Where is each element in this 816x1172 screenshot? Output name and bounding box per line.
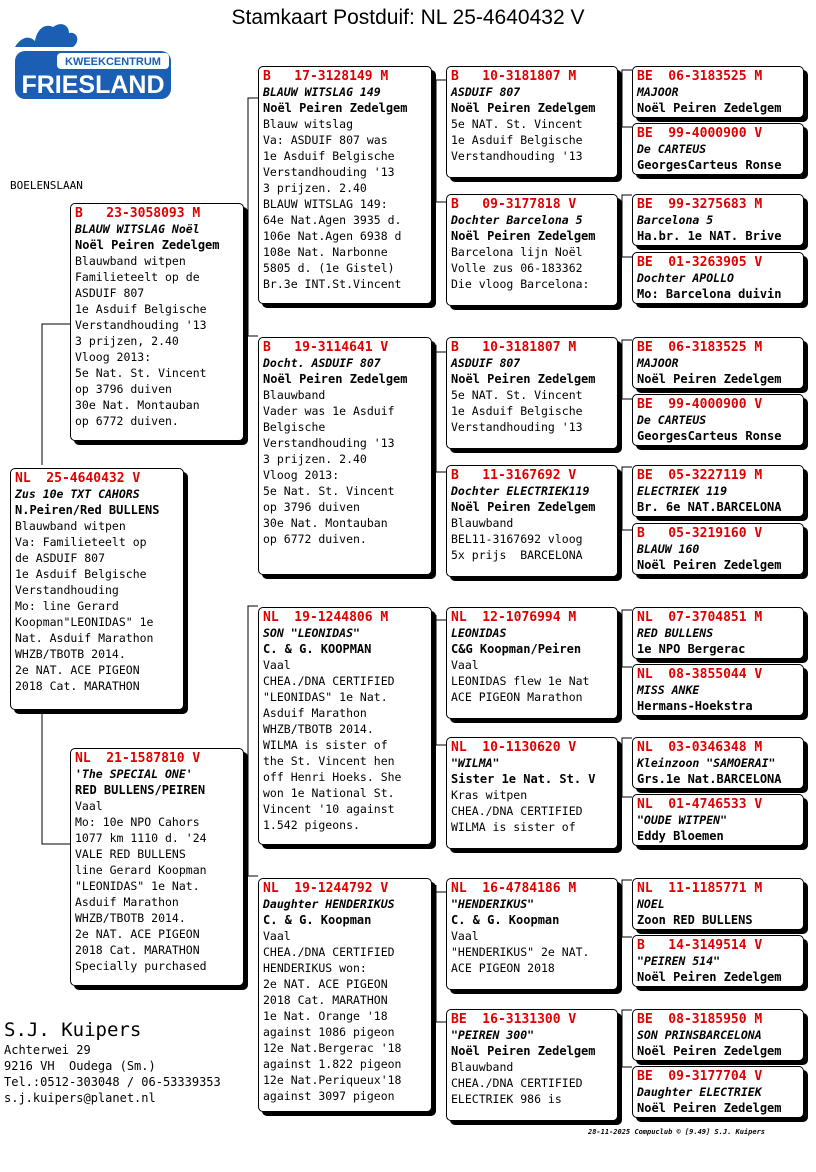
owner-name: C. & G. Koopman	[451, 913, 560, 927]
ring-number: B 23-3058093 M	[75, 206, 201, 221]
owner-phone: Tel.:0512-303048 / 06-53339353	[4, 1075, 221, 1089]
ring-number: NL 19-1244792 V	[263, 881, 389, 896]
owner-name: C&G Koopman/Peiren	[451, 642, 582, 656]
pigeon-name: RED BULLENS	[637, 626, 714, 640]
pedigree-card-father[interactable]	[70, 203, 244, 441]
pedigree-card-g1[interactable]	[632, 66, 804, 118]
pedigree-card-g14[interactable]	[632, 935, 804, 987]
pigeon-name: BLAUW WITSLAG Noël	[75, 222, 200, 236]
owner-name: GeorgesCarteus Ronse	[637, 429, 782, 443]
owner-name: Noël Peiren Zedelgem	[75, 238, 220, 252]
pigeon-info: Vaal LEONIDAS flew 1e Nat ACE PIGEON Marathon	[451, 658, 590, 704]
pigeon-name: ASDUIF 807	[451, 85, 521, 99]
owner-name: Zoon RED BULLENS	[637, 913, 753, 927]
pedigree-card-g8[interactable]	[632, 523, 804, 575]
pedigree-card-mff[interactable]	[446, 607, 618, 719]
pigeon-info: Barcelona lijn Noël Volle zus 06-183362 Die vloog Barcelona:	[451, 245, 590, 291]
pigeon-info: Vaal CHEA./DNA CERTIFIED "LEONIDAS" 1e Nat. Asduif Marathon WHZB/TBOTB 2014. WILMA is sister of the St. Vincent hen off Henri Hoeks. She won 1e National St. Vincent '10 against 1.542 pigeons.	[263, 658, 402, 832]
ring-number: NL 01-4746533 V	[637, 797, 763, 812]
pedigree-card-mother[interactable]	[70, 748, 244, 986]
pigeon-name: ELECTRIEK 119	[637, 484, 728, 498]
pigeon-name: "HENDERIKUS"	[451, 897, 535, 911]
owner-name: Noël Peiren Zedelgem	[451, 1044, 596, 1058]
owner-name: Noël Peiren Zedelgem	[637, 101, 782, 115]
ring-number: B 11-3167692 V	[451, 468, 577, 483]
ring-number: NL 03-0346348 M	[637, 740, 763, 755]
pigeon-name: BLAUW WITSLAG 149	[263, 85, 381, 99]
ring-number: NL 08-3855044 V	[637, 667, 763, 682]
pigeon-name: Zus 10e TXT CAHORS	[15, 487, 140, 501]
pigeon-name: De CARTEUS	[637, 413, 707, 427]
ring-number: B 10-3181807 M	[451, 69, 577, 84]
owner-name: Noël Peiren Zedelgem	[637, 372, 782, 386]
pigeon-name: "PEIREN 514"	[637, 954, 721, 968]
owner-street: Achterwei 29	[4, 1043, 91, 1057]
ring-number: BE 08-3185950 M	[637, 1012, 763, 1027]
ring-number: BE 06-3183525 M	[637, 340, 763, 355]
ring-number: B 09-3177818 V	[451, 197, 577, 212]
loft-name: BOELENSLAAN	[10, 179, 83, 192]
pigeon-name: 'The SPECIAL ONE'	[75, 767, 193, 781]
owner-name: Noël Peiren Zedelgem	[451, 229, 596, 243]
ring-number: BE 99-3275683 M	[637, 197, 763, 212]
ring-number: NL 21-1587810 V	[75, 751, 201, 766]
ring-number: NL 25-4640432 V	[15, 471, 141, 486]
owner-name: Noël Peiren Zedelgem	[637, 1044, 782, 1058]
pedigree-card-g5[interactable]	[632, 337, 804, 389]
pigeon-info: Vaal Mo: 10e NPO Cahors 1077 km 1110 d. '24 VALE RED BULLENS line Gerard Koopman "LEONIDAS" 1e Nat. Asduif Marathon WHZB/TBOTB 2014. 2e NAT. ACE PIGEON 2018 Cat. MARATHON Specially purchased	[75, 799, 207, 973]
pigeon-info: Vaal CHEA./DNA CERTIFIED HENDERIKUS won: 2e NAT. ACE PIGEON 2018 Cat. MARATHON 1e Nat. Orange '18 against 1086 pigeon 12e Nat.Bergerac '18 against 1.822 pigeon 12e Nat.Periqueux'18 against 3097 pigeon	[263, 929, 402, 1103]
owner-email[interactable]: s.j.kuipers@planet.nl	[4, 1091, 156, 1105]
pedigree-card-g3[interactable]	[632, 194, 804, 246]
pedigree-card-mfm[interactable]	[446, 737, 618, 849]
owner-city: 9216 VH Oudega (Sm.)	[4, 1059, 156, 1073]
ring-number: NL 11-1185771 M	[637, 881, 763, 896]
owner-name: RED BULLENS/PEIREN	[75, 783, 206, 797]
pedigree-card-g9[interactable]	[632, 607, 804, 659]
ring-number: B 10-3181807 M	[451, 340, 577, 355]
pedigree-card-fff[interactable]	[446, 66, 618, 178]
pedigree-card-g2[interactable]	[632, 123, 804, 175]
owner-name: 1e NPO Bergerac	[637, 642, 746, 656]
footer-credits: 28-11-2025 Compuclub © [9.49] S.J. Kuipers	[588, 1128, 766, 1136]
pigeon-name: "WILMA"	[451, 756, 500, 770]
pedigree-card-fmm[interactable]	[446, 465, 618, 577]
pedigree-card-mmf[interactable]	[446, 878, 618, 990]
owner-name: C. & G. KOOPMAN	[263, 642, 372, 656]
pedigree-card-fmf[interactable]	[446, 337, 618, 449]
pedigree-card-fm[interactable]	[258, 337, 432, 575]
pedigree-card-ff[interactable]	[258, 66, 432, 304]
pigeon-info: Blauw witslag Va: ASDUIF 807 was 1e Asduif Belgische Verstandhouding '13 3 prijzen. 2.40 BLAUW WITSLAG 149: 64e Nat.Agen 3935 d. 106e Nat.Agen 6938 d 108e Nat. Narbonne 5805 d. (1e Gistel) Br.3e INT.St.Vincent	[263, 117, 402, 291]
pigeon-info: Blauwband BEL11-3167692 vloog 5x prijs BARCELONA	[451, 516, 583, 562]
ring-number: NL 10-1130620 V	[451, 740, 577, 755]
pigeon-name: De CARTEUS	[637, 142, 707, 156]
pedigree-card-ffm[interactable]	[446, 194, 618, 306]
pedigree-card-g16[interactable]	[632, 1066, 804, 1118]
ring-number: NL 16-4784186 M	[451, 881, 577, 896]
owner-address-block	[4, 1018, 221, 1106]
pigeon-name: Docht. ASDUIF 807	[263, 356, 381, 370]
owner-name: Noël Peiren Zedelgem	[637, 1101, 782, 1115]
pigeon-name: ASDUIF 807	[451, 356, 521, 370]
ring-number: B 17-3128149 M	[263, 69, 389, 84]
pigeon-name: Dochter APOLLO	[637, 271, 734, 285]
pigeon-name: Dochter Barcelona 5	[451, 213, 583, 227]
pedigree-card-g13[interactable]	[632, 878, 804, 930]
owner-name: Grs.1e Nat.BARCELONA	[637, 772, 782, 786]
ring-number: B 05-3219160 V	[637, 526, 763, 541]
ring-number: BE 99-4000900 V	[637, 126, 763, 141]
pigeon-name: "PEIREN 300"	[451, 1028, 535, 1042]
owner-name: Eddy Bloemen	[637, 829, 724, 843]
pedigree-card-g6[interactable]	[632, 394, 804, 446]
ring-number: BE 99-4000900 V	[637, 397, 763, 412]
pigeon-name: BLAUW 160	[637, 542, 700, 556]
owner-name: Mo: Barcelona duivin	[637, 287, 782, 301]
pigeon-info: 5e NAT. St. Vincent 1e Asduif Belgische Verstandhouding '13	[451, 117, 583, 163]
pigeon-name: Daughter ELECTRIEK	[637, 1085, 762, 1099]
ring-number: BE 01-3263905 V	[637, 255, 763, 270]
pigeon-info: Vaal "HENDERIKUS" 2e NAT. ACE PIGEON 2018	[451, 929, 590, 975]
owner-name: Br. 6e NAT.BARCELONA	[637, 500, 782, 514]
ring-number: NL 07-3704851 M	[637, 610, 763, 625]
owner-name: Noël Peiren Zedelgem	[263, 101, 408, 115]
pigeon-name: Barcelona 5	[637, 213, 714, 227]
pigeon-info: Blauwband Vader was 1e Asduif Belgische Verstandhouding '13 3 prijzen. 2.40 Vloog 2013: 5e Nat. St. Vincent op 3796 duiven 30e Nat. Montauban op 6772 duiven.	[263, 388, 395, 546]
ring-number: NL 12-1076994 M	[451, 610, 577, 625]
pigeon-name: MISS ANKE	[637, 683, 700, 697]
pedigree-card-mm[interactable]	[258, 878, 432, 1112]
svg-text:KWEEKCENTRUM: KWEEKCENTRUM	[65, 56, 161, 68]
pedigree-card-g11[interactable]	[632, 737, 804, 789]
pigeon-info: 5e NAT. St. Vincent 1e Asduif Belgische Verstandhouding '13	[451, 388, 583, 434]
ring-number: BE 05-3227119 M	[637, 468, 763, 483]
pigeon-name: MAJOOR	[637, 356, 679, 370]
owner-name: N.Peiren/Red BULLENS	[15, 503, 160, 517]
owner-name: Ha.br. 1e NAT. Brive	[637, 229, 782, 243]
ring-number: BE 06-3183525 M	[637, 69, 763, 84]
owner-name: Noël Peiren Zedelgem	[451, 500, 596, 514]
owner-name: Noël Peiren Zedelgem	[263, 372, 408, 386]
pedigree-card-g10[interactable]	[632, 664, 804, 716]
pedigree-card-g4[interactable]	[632, 252, 804, 304]
pigeon-name: LEONIDAS	[451, 626, 507, 640]
svg-text:FRIESLAND: FRIESLAND	[21, 71, 165, 99]
page-title: Stamkaart Postduif: NL 25-4640432 V	[231, 6, 585, 29]
pigeon-name: "OUDE WITPEN"	[637, 813, 728, 827]
pedigree-card-g15[interactable]	[632, 1009, 804, 1061]
pedigree-card-mmm[interactable]	[446, 1009, 618, 1121]
owner-name: Noël Peiren Zedelgem	[451, 372, 596, 386]
ring-number: BE 16-3131300 V	[451, 1012, 577, 1027]
ring-number: B 14-3149514 V	[637, 938, 763, 953]
owner-name: Noël Peiren Zedelgem	[637, 558, 782, 572]
owner-name: Sister 1e Nat. St. V	[451, 772, 596, 786]
pigeon-name: SON PRINSBARCELONA	[637, 1028, 762, 1042]
pedigree-card-g7[interactable]	[632, 465, 804, 517]
owner-name: GeorgesCarteus Ronse	[637, 158, 782, 172]
pigeon-name: Kleinzoon "SAMOERAI"	[637, 756, 776, 770]
ring-number: B 19-3114641 V	[263, 340, 389, 355]
pigeon-info: Blauwband CHEA./DNA CERTIFIED ELECTRIEK 986 is	[451, 1060, 583, 1106]
pigeon-name: NOEL	[637, 897, 665, 911]
pigeon-info: Blauwband witpen Familieteelt op de ASDUIF 807 1e Asduif Belgische Verstandhouding '13 3 prijzen, 2.40 Vloog 2013: 5e Nat. St. Vincent op 3796 duiven 30e Nat. Montauban op 6772 duiven.	[75, 254, 207, 428]
pedigree-card-g12[interactable]	[632, 794, 804, 846]
pigeon-name: Daughter HENDERIKUS	[263, 897, 395, 911]
pigeon-name: MAJOOR	[637, 85, 679, 99]
owner-name: Hermans-Hoekstra	[637, 699, 753, 713]
pigeon-name: SON "LEONIDAS"	[263, 626, 360, 640]
pedigree-card-subject[interactable]	[10, 468, 184, 710]
owner-name: Noël Peiren Zedelgem	[451, 101, 596, 115]
pigeon-name: Dochter ELECTRIEK119	[451, 484, 590, 498]
ring-number: BE 09-3177704 V	[637, 1069, 763, 1084]
ring-number: NL 19-1244806 M	[263, 610, 389, 625]
owner-name: Noël Peiren Zedelgem	[637, 970, 782, 984]
pigeon-info: Blauwband witpen Va: Familieteelt op de ASDUIF 807 1e Asduif Belgische Verstandhouding Mo: line Gerard Koopman"LEONIDAS" 1e Nat. Asduif Marathon WHZB/TBOTB 2014. 2e NAT. ACE PIGEON 2018 Cat. MARATHON	[15, 519, 154, 693]
pigeon-info: Kras witpen CHEA./DNA CERTIFIED WILMA is sister of	[451, 788, 583, 834]
owner-name: C. & G. Koopman	[263, 913, 372, 927]
pedigree-card-mf[interactable]	[258, 607, 432, 845]
owner-name: S.J. Kuipers	[4, 1019, 142, 1041]
